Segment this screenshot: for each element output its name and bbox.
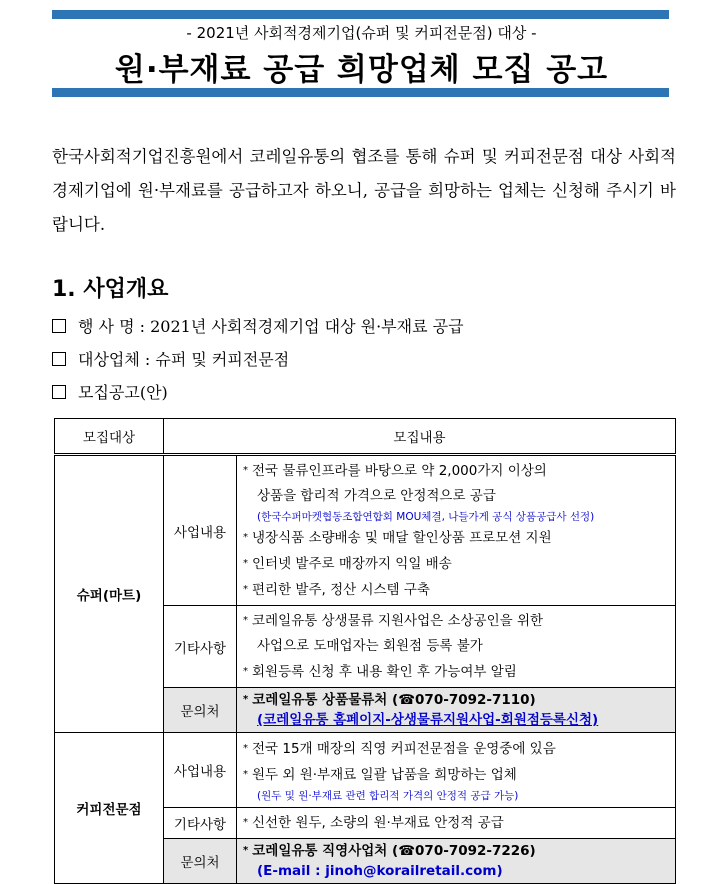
coffee-contact-content: * 코레일유통 직영사업처 (☎070-7092-7226) (E-mail : jinoh@korailretail.com) (237, 839, 676, 884)
section-title: 1. 사업개요 (52, 277, 169, 302)
super-biz-content: * 전국 물류인프라를 바탕으로 약 2,000가지 이상의 상품을 합리적 가격으로 안정적으로 공급 (한국수퍼마켓협동조합연합회 MOU체결, 나들가게 공식 상품공급사 선정) * 냉장식품 소량배송 및 매달 할인상품 프로모션 지원 * 인터넷 발주로 매장까지 익일 배송 * 편리한 발주, 정산 시스템 구축 (237, 455, 676, 606)
overview-item-target: 대상업체 : 슈퍼 및 커피전문점 (52, 347, 289, 370)
coffee-contact-label: 문의처 (164, 839, 237, 884)
checkbox-icon (52, 319, 66, 333)
bottom-rule (52, 88, 669, 97)
notice-title: 원·부재료 공급 희망업체 모집 공고 (114, 52, 609, 88)
category-super: 슈퍼(마트) (55, 455, 164, 733)
overview-item-event: 행 사 명 : 2021년 사회적경제기업 대상 원·부재료 공급 (52, 314, 464, 337)
checkbox-icon (52, 385, 66, 399)
super-biz-label: 사업내용 (164, 455, 237, 606)
intro-paragraph: 한국사회적기업진흥원에서 코레일유통의 협조를 통해 슈퍼 및 커피전문점 대상 사회적경제기업에 원·부재료를 공급하고자 하오니, 공급을 희망하는 업체는 신청해 주시기 바랍니다. (52, 147, 676, 234)
header-content: 모집내용 (164, 419, 676, 455)
recruit-table (54, 418, 676, 884)
category-coffee: 커피전문점 (55, 733, 164, 884)
super-etc-content: * 코레일유통 상생물류 지원사업은 소상공인을 위한 사업으로 도매업자는 회원점 등록 불가 * 회원등록 신청 후 내용 확인 후 가능여부 알림 (237, 606, 676, 688)
coffee-etc-content: * 신선한 원두, 소량의 원·부재료 안정적 공급 (237, 808, 676, 839)
overview-item-recruit: 모집공고(안) (52, 380, 168, 403)
contact-email[interactable]: (E-mail : jinoh@korailretail.com) (257, 863, 503, 879)
header-target: 모집대상 (55, 419, 164, 455)
super-contact-label: 문의처 (164, 688, 237, 733)
coffee-biz-label: 사업내용 (164, 733, 237, 808)
homepage-link[interactable]: (코레일유통 홈페이지-상생물류지원사업-회원점등록신청) (257, 712, 599, 728)
notice-subtitle: - 2021년 사회적경제기업(슈퍼 및 커피전문점) 대상 - (186, 24, 537, 42)
coffee-etc-label: 기타사항 (164, 808, 237, 839)
top-rule (52, 10, 669, 19)
coffee-biz-content: * 전국 15개 매장의 직영 커피전문점을 운영중에 있음 * 원두 외 원·부재료 일괄 납품을 희망하는 업체 (원두 및 원·부재료 관련 합리적 가격의 안정적 공급 가능) (237, 733, 676, 808)
checkbox-icon (52, 352, 66, 366)
super-contact-content: * 코레일유통 상품물류처 (☎070-7092-7110) (코레일유통 홈페이지-상생물류지원사업-회원점등록신청) (237, 688, 676, 733)
super-etc-label: 기타사항 (164, 606, 237, 688)
